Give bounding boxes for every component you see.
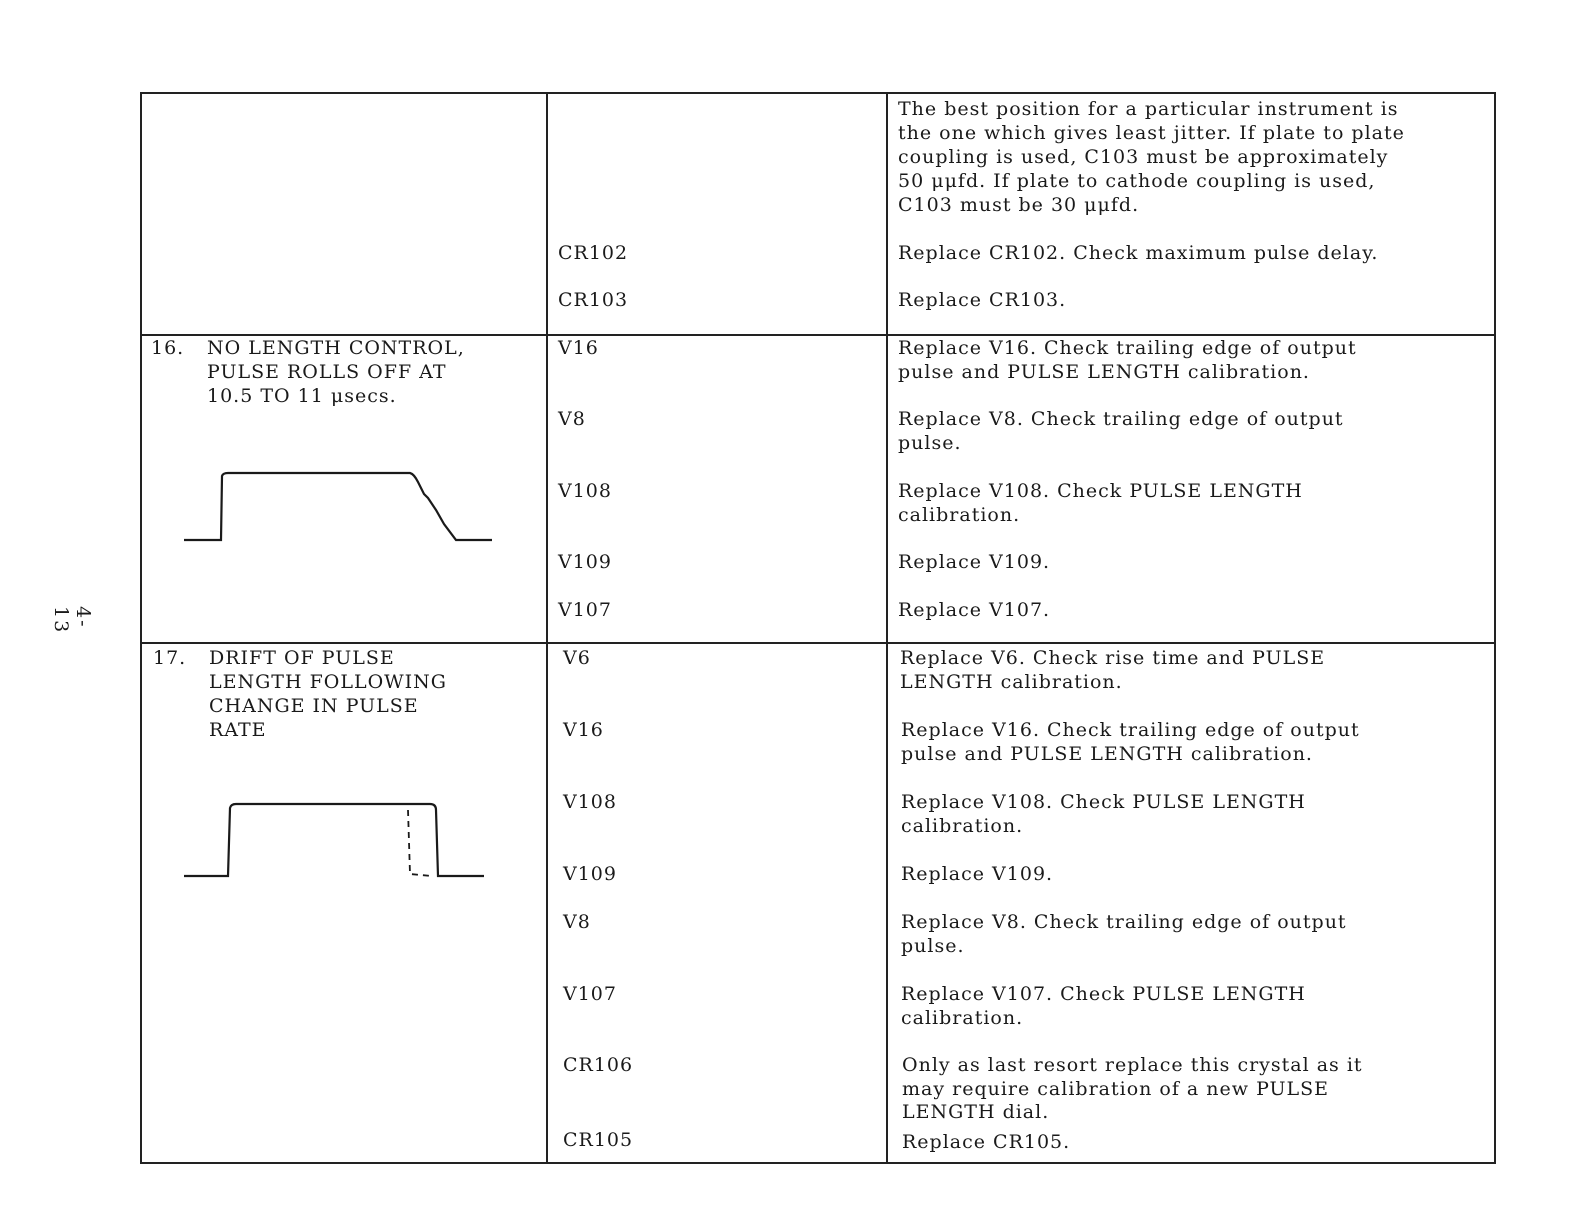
component-label: V107 [558, 599, 612, 621]
remedy-line: pulse and PULSE LENGTH calibration. [898, 361, 1310, 383]
component-label: CR103 [558, 289, 629, 311]
remedy-line: calibration. [901, 1007, 1024, 1029]
remedy-line: Replace V16. Check trailing edge of output [901, 719, 1360, 741]
component-label: V109 [563, 863, 617, 885]
column-divider-2 [886, 94, 888, 1162]
column-divider-1 [546, 94, 548, 1162]
remedy-line: may require calibration of a new PULSE [902, 1078, 1330, 1100]
remedy-line: LENGTH calibration. [900, 671, 1123, 693]
troubleshooting-table [140, 92, 1496, 1164]
trouble-description-line: LENGTH FOLLOWING [209, 671, 447, 693]
remedy-line: Replace V8. Check trailing edge of output [898, 408, 1344, 430]
remedy-line: Replace CR105. [902, 1131, 1071, 1153]
waveform-pulse-drift-diagram [142, 784, 546, 894]
component-label: CR105 [563, 1129, 634, 1151]
remedy-line: Replace V6. Check rise time and PULSE [900, 647, 1326, 669]
waveform-pulse-rolloff-diagram [142, 454, 546, 554]
remedy-line: Replace CR102. Check maximum pulse delay. [898, 242, 1379, 264]
component-label: V16 [563, 719, 604, 741]
remedy-line: Replace CR103. [898, 289, 1067, 311]
remedy-line: Replace V109. [901, 863, 1054, 885]
trouble-description-line: DRIFT OF PULSE [209, 647, 395, 669]
trouble-number: 16. [151, 337, 185, 359]
remedy-line: coupling is used, C103 must be approximately [898, 146, 1389, 168]
trouble-description-line: RATE [209, 719, 267, 741]
remedy-line: pulse and PULSE LENGTH calibration. [901, 743, 1313, 765]
component-label: V6 [563, 647, 591, 669]
page-number: 4-13 [50, 606, 94, 635]
remedy-line: The best position for a particular instrument is [898, 98, 1399, 120]
remedy-line: Replace V8. Check trailing edge of output [901, 911, 1347, 933]
row-divider-2 [142, 642, 1494, 644]
remedy-line: pulse. [898, 432, 962, 454]
component-label: V107 [563, 983, 617, 1005]
component-label: CR102 [558, 242, 629, 264]
component-label: V8 [563, 911, 591, 933]
component-label: V108 [563, 791, 617, 813]
trouble-description-line: PULSE ROLLS OFF AT [207, 361, 447, 383]
remedy-line: Replace V16. Check trailing edge of output [898, 337, 1357, 359]
remedy-line: LENGTH dial. [902, 1101, 1050, 1123]
remedy-line: Replace V108. Check PULSE LENGTH [901, 791, 1306, 813]
remedy-line: Replace V108. Check PULSE LENGTH [898, 480, 1303, 502]
component-label: V109 [558, 551, 612, 573]
remedy-line: the one which gives least jitter. If plate to plate [898, 122, 1405, 144]
remedy-line: pulse. [901, 935, 965, 957]
remedy-line: Replace V107. [898, 599, 1051, 621]
component-label: V8 [558, 408, 586, 430]
component-label: V108 [558, 480, 612, 502]
component-label: CR106 [563, 1054, 634, 1076]
trouble-description-line: NO LENGTH CONTROL, [207, 337, 465, 359]
trouble-number: 17. [153, 647, 187, 669]
trouble-description-line: CHANGE IN PULSE [209, 695, 419, 717]
trouble-description-line: 10.5 TO 11 μsecs. [207, 385, 397, 407]
remedy-line: 50 μμfd. If plate to cathode coupling is used, [898, 170, 1376, 192]
remedy-line: Replace V107. Check PULSE LENGTH [901, 983, 1306, 1005]
remedy-line: Only as last resort replace this crystal as it [902, 1054, 1363, 1076]
remedy-line: calibration. [901, 815, 1024, 837]
remedy-line: Replace V109. [898, 551, 1051, 573]
remedy-line: C103 must be 30 μμfd. [898, 194, 1140, 216]
component-label: V16 [558, 337, 599, 359]
remedy-line: calibration. [898, 504, 1021, 526]
